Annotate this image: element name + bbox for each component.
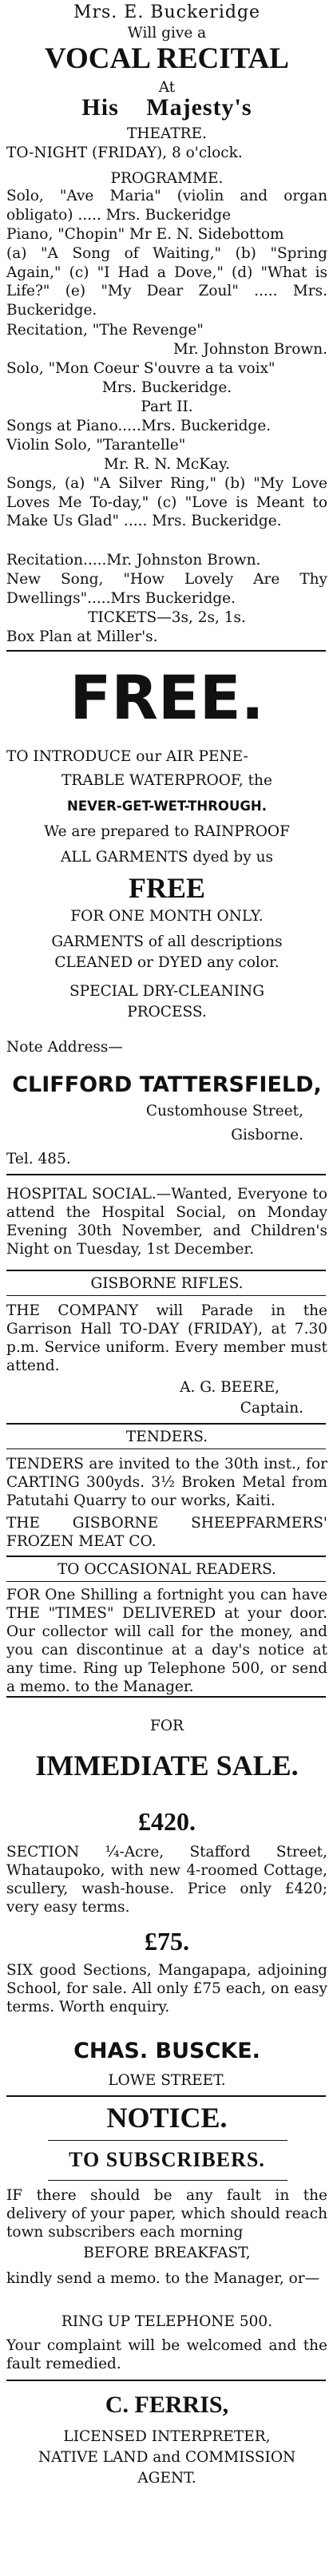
occasional-heading: TO OCCASIONAL READERS.: [57, 1561, 277, 1578]
divider: [6, 1556, 326, 1557]
divider: [48, 2180, 287, 2181]
ferris-line: AGENT.: [137, 2470, 196, 2487]
rifles-text: THE COMPANY will Parade in the Garrison Hall TO-DAY (FRIDAY), at 7.30 p.m. Service uniform. Every member must attend.: [6, 1302, 327, 1374]
sale-text-2: SIX good Sections, Mangapapa, adjoining School, for sale. All only £75 each, on easy terms. Worth enquiry.: [6, 1962, 327, 2015]
rifles-signature: A. G. BEERE,: [180, 1379, 279, 1396]
ferris-name: C. FERRIS,: [105, 2392, 229, 2418]
notice-memo: kindly send a memo. to the Manager, or—: [6, 2270, 320, 2287]
programme-item: Mr. R. N. McKay.: [104, 456, 230, 473]
ferris-line: NATIVE LAND and COMMISSION: [38, 2449, 296, 2466]
divider: [6, 1423, 326, 1425]
programme-item: Solo, "Mon Coeur S'ouvre a ta voix": [6, 360, 276, 377]
divider: [6, 1295, 326, 1296]
programme-item: Mr. Johnston Brown.: [173, 341, 327, 358]
divider: [6, 650, 326, 652]
programme-item: Recitation, "The Revenge": [6, 322, 204, 339]
occasional-text: FOR One Shilling a fortnight you can have THE "TIMES" DELIVERED at your door. Our collector will call for the money, and you can discontinue at a day's notice at any time. Ring up Telephone 500, or send a memo. to the Manager.: [6, 1587, 327, 1695]
notice-heading: NOTICE.: [106, 2102, 228, 2134]
free-line: We are prepared to RAINPROOF: [44, 823, 290, 840]
notice-sub: TO SUBSCRIBERS.: [69, 2148, 265, 2171]
divider: [6, 2380, 326, 2381]
programme-item: Solo, "Ave Maria" (violin and organ obligato) ..... Mrs. Buckeridge: [6, 188, 327, 224]
free-line: GARMENTS of all descriptions: [51, 933, 283, 950]
programme-item: Mrs. Buckeridge.: [101, 379, 232, 396]
sale-for: FOR: [150, 1718, 184, 1734]
rifles-heading: GISBORNE RIFLES.: [90, 1275, 244, 1292]
tenders-heading: TENDERS.: [125, 1429, 208, 1445]
sale-agent: CHAS. BUSCKE.: [73, 2039, 260, 2063]
programme-heading: PROGRAMME.: [110, 170, 224, 187]
programme-item: Songs, (a) "A Silver Ring," (b) "My Love Loves Me To-day," (c) "Love is Meant to Make Us Glad" ..... Mrs. Buckeridge.: [6, 475, 327, 529]
sale-price-2: £75.: [145, 1927, 189, 1956]
free-line: PROCESS.: [127, 1004, 207, 1020]
sale-text-1: SECTION ¼-Acre, Stafford Street, Whataupoko, with new 4-roomed Cottage, scullery, wash-house. Price only £420; very easy terms.: [6, 1844, 327, 1916]
rifles-rank: Captain.: [240, 1400, 303, 1417]
recital-will-give: Will give a: [127, 25, 207, 42]
tenders-company: THE GISBORNE SHEEPFARMERS' FROZEN MEAT CO.: [6, 1515, 327, 1550]
recital-title: VOCAL RECITAL: [45, 42, 289, 75]
notice-text: IF there should be any fault in the delivery of your paper, which should reach town subscribers each morning: [6, 2187, 327, 2241]
programme-item: New Song, "How Lovely Are Thy Dwellings".....Mrs Buckeridge.: [6, 571, 327, 607]
recital-at: At: [158, 79, 176, 96]
programme-item: Piano, "Chopin" Mr E. N. Sidebottom: [6, 226, 284, 243]
free-word: FREE: [128, 872, 205, 904]
divider: [6, 2095, 326, 2097]
notice-ring: RING UP TELEPHONE 500.: [61, 2313, 273, 2330]
ferris-line: LICENSED INTERPRETER,: [63, 2428, 271, 2445]
free-headline: FREE.: [69, 662, 264, 733]
hospital-notice: HOSPITAL SOCIAL.—Wanted, Everyone to attend the Hospital Social, on Monday Evening 30th November, and Children's Night on Tuesday, 1st December.: [6, 1186, 327, 1258]
recital-header: Mrs. E. Buckeridge: [73, 2, 261, 22]
note-address: Note Address—: [6, 1039, 123, 1056]
recital-theatre-name: His Majesty's: [81, 94, 252, 121]
advertiser-town: Gisborne.: [231, 1127, 303, 1143]
free-line: TO INTRODUCE our AIR PENE-: [6, 748, 248, 765]
tenders-text: TENDERS are invited to the 30th inst., for CARTING 300yds. 3½ Broken Metal from Patutahi Quarry to our works, Kaiti.: [6, 1456, 327, 1509]
programme-item: Recitation.....Mr. Johnston Brown.: [6, 552, 261, 569]
recital-time: TO-NIGHT (FRIDAY), 8 o'clock.: [6, 145, 243, 161]
free-line: NEVER-GET-WET-THROUGH.: [67, 799, 267, 814]
programme-item: Songs at Piano.....Mrs. Buckeridge.: [6, 418, 272, 434]
notice-welcome: Your complaint will be welcomed and the fault remedied.: [6, 2337, 327, 2372]
programme-part-heading: Part II.: [141, 398, 193, 415]
advertiser-tel: Tel. 485.: [6, 1151, 71, 1167]
programme-item: (a) "A Song of Waiting," (b) "Spring Again," (c) "I Had a Dove," (d) "What is Life?" (e) "My Dear Zoul" ..... Mrs. Buckeridge.: [6, 245, 327, 319]
sale-agent-street: LOWE STREET.: [108, 2072, 226, 2089]
advertiser-street: Customhouse Street,: [145, 1103, 303, 1120]
box-plan: Box Plan at Miller's.: [6, 628, 158, 645]
sale-heading: IMMEDIATE SALE.: [35, 1750, 299, 1781]
notice-before: BEFORE BREAKFAST,: [83, 2245, 251, 2261]
free-line: SPECIAL DRY-CLEANING: [69, 983, 264, 1000]
divider: [48, 2140, 287, 2141]
free-line: CLEANED or DYED any color.: [54, 954, 279, 971]
free-line: ALL GARMENTS dyed by us: [61, 849, 273, 866]
free-line: FOR ONE MONTH ONLY.: [70, 908, 264, 925]
divider: [6, 1270, 326, 1271]
divider: [6, 1174, 326, 1175]
divider: [6, 1696, 326, 1698]
advertiser-name: CLIFFORD TATTERSFIELD,: [12, 1072, 322, 1097]
sale-price-1: £420.: [138, 1807, 196, 1836]
free-line: TRABLE WATERPROOF, the: [61, 772, 272, 789]
programme-item: Violin Solo, "Tarantelle": [6, 437, 186, 454]
divider: [6, 1581, 326, 1582]
recital-theatre-word: THEATRE.: [127, 125, 207, 142]
tickets: TICKETS—3s, 2s, 1s.: [88, 609, 246, 626]
